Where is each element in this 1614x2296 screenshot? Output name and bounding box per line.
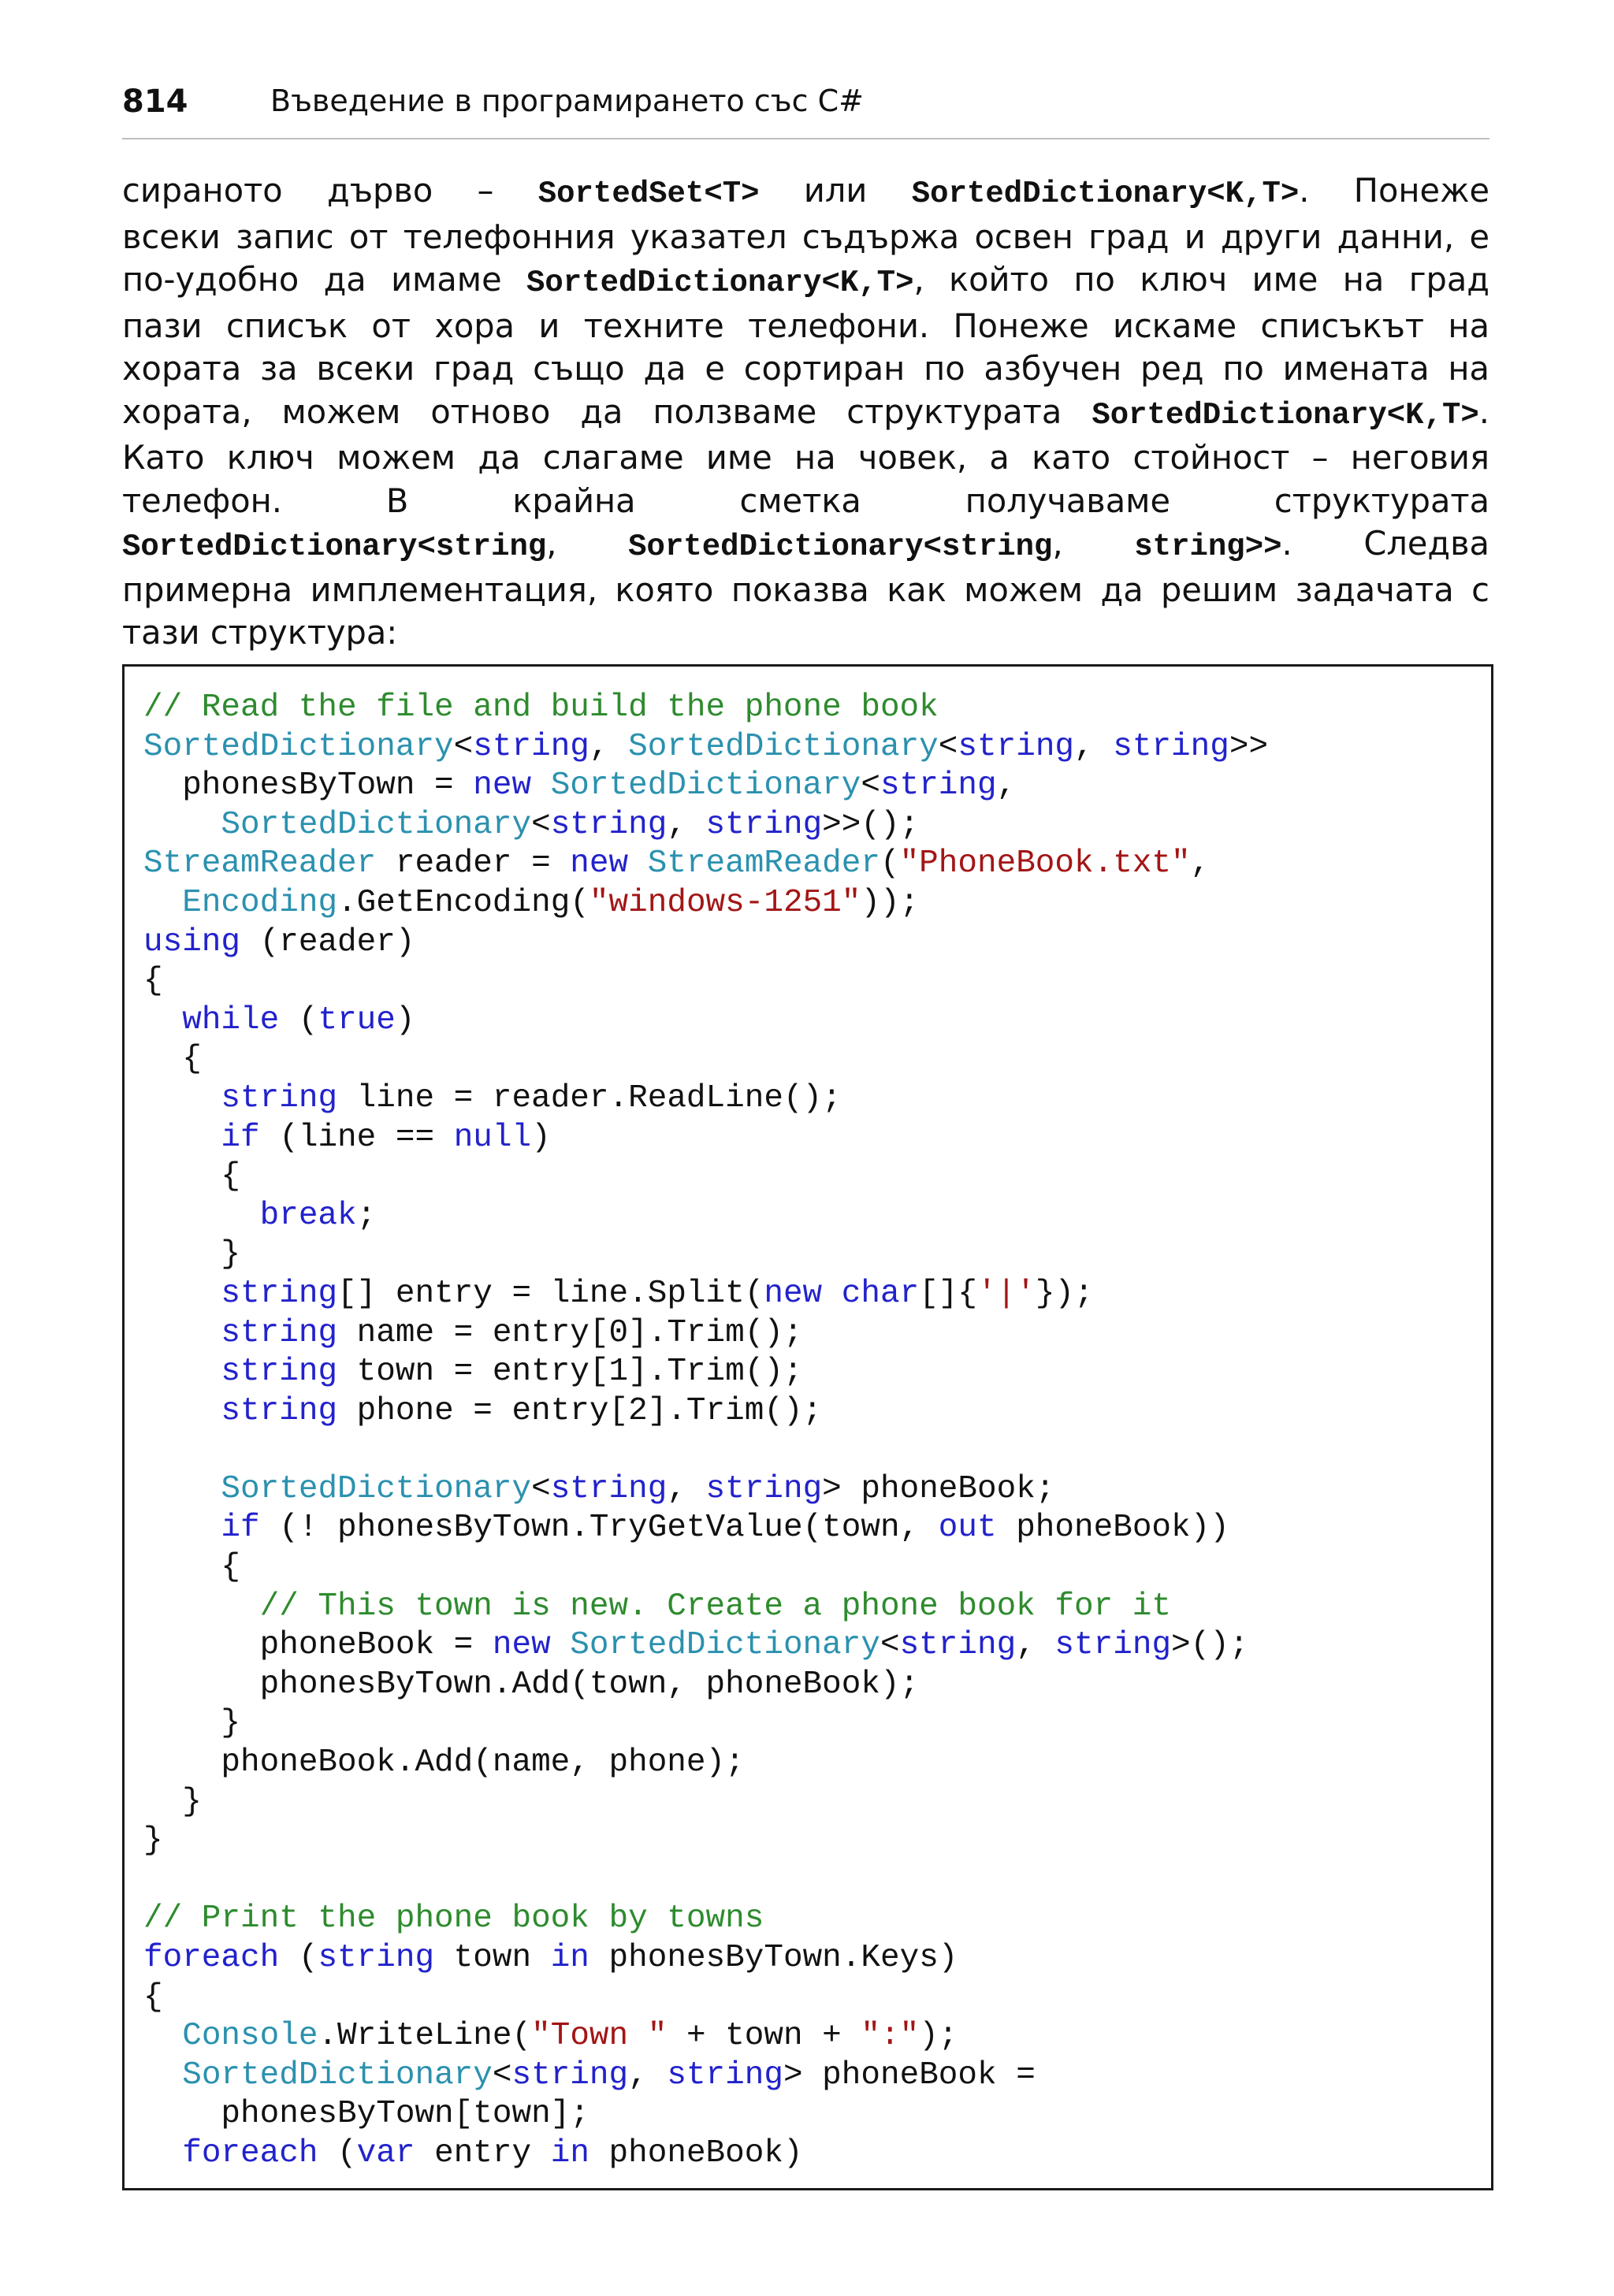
code-text: ,	[1016, 1627, 1055, 1664]
code-line	[143, 1626, 1268, 1666]
code-string: "Town "	[531, 2018, 668, 2055]
code-keyword: new	[764, 1275, 823, 1312]
paragraph-line	[122, 391, 1489, 437]
text-run: ,	[546, 524, 629, 563]
code-text: ,	[996, 767, 1017, 804]
code-text	[143, 1510, 221, 1546]
text-run: сираното дърво –	[122, 171, 538, 210]
code-keyword: string	[473, 728, 589, 765]
code-type: SortedDictionary	[570, 1627, 880, 1664]
code-keyword: var	[356, 2134, 415, 2172]
code-text: <	[492, 2056, 512, 2094]
code-keyword: string	[511, 2056, 629, 2094]
code-text	[551, 1627, 571, 1663]
text-run: или	[759, 171, 912, 210]
code-text: phonesByTown[town];	[143, 2096, 589, 2133]
code-line	[143, 923, 1268, 963]
code-keyword: null	[453, 1119, 532, 1156]
code-text	[143, 2057, 182, 2094]
code-text: .GetEncoding(	[337, 884, 589, 921]
code-keyword: while	[182, 1001, 280, 1038]
code-keyword: foreach	[143, 1940, 280, 1976]
code-keyword: break	[259, 1197, 357, 1234]
code-string: "windows-1251"	[589, 884, 861, 921]
paragraph-line: телефон. В крайна сметка получаваме структурата	[122, 481, 1489, 520]
code-line	[143, 1588, 1268, 1627]
code-text: (! phonesByTown.TryGetValue(town,	[259, 1510, 939, 1547]
code-string: "PhoneBook.txt"	[899, 845, 1191, 882]
code-text: phoneBook)	[589, 2134, 803, 2172]
code-text: <	[453, 728, 474, 765]
paragraph-line: тази структура:	[122, 613, 398, 652]
code-line	[143, 1470, 1268, 1510]
code-line	[143, 767, 1268, 806]
body-paragraph	[122, 169, 1489, 655]
code-line	[143, 689, 1268, 728]
code-text	[143, 885, 182, 921]
code-text: ,	[628, 2056, 668, 2094]
code-keyword: string	[221, 1354, 338, 1391]
code-line	[143, 1509, 1268, 1548]
code-line	[143, 962, 1268, 1001]
code-text: ,	[1190, 845, 1210, 882]
code-text: name = entry[0].Trim();	[337, 1314, 803, 1351]
code-line	[143, 1822, 1268, 1861]
code-text: [] entry = line.Split(	[337, 1275, 764, 1312]
code-text: ,	[667, 1470, 706, 1507]
code-text: ,	[1074, 728, 1114, 765]
code-text: phoneBook =	[143, 1627, 493, 1664]
code-keyword: out	[938, 1510, 997, 1547]
code-text: (reader)	[240, 923, 415, 960]
code-text: phone = entry[2].Trim();	[337, 1392, 823, 1429]
code-line	[143, 728, 1268, 767]
code-text	[143, 1471, 221, 1507]
code-term: SortedSet<T>	[537, 176, 760, 211]
code-text: <	[861, 767, 880, 804]
code-text	[143, 1315, 221, 1351]
code-line	[143, 2095, 1268, 2134]
code-line	[143, 1275, 1268, 1314]
code-text: .WriteLine(	[318, 2018, 532, 2055]
book-title: Въведение в програмирането със C#	[270, 84, 864, 118]
code-keyword: string	[550, 1470, 668, 1507]
code-line	[143, 1197, 1268, 1236]
code-string: '|'	[977, 1275, 1036, 1312]
code-keyword: string	[705, 1470, 823, 1507]
code-keyword: foreach	[182, 2134, 318, 2172]
code-text: line = reader.ReadLine();	[337, 1079, 842, 1116]
code-keyword: string	[667, 2056, 783, 2094]
code-text: }	[143, 1705, 241, 1742]
code-line	[143, 1157, 1268, 1197]
code-text: phonesByTown.Add(town, phoneBook);	[143, 1666, 920, 1703]
code-text: town	[434, 1940, 551, 1976]
code-text: >();	[1171, 1627, 1249, 1664]
code-text: town = entry[1].Trim();	[337, 1354, 803, 1391]
code-text: >>	[1229, 728, 1269, 765]
page-header	[122, 79, 1489, 139]
code-line	[143, 1314, 1268, 1354]
code-type: SortedDictionary	[221, 806, 532, 843]
code-term: SortedDictionary<string	[628, 529, 1053, 564]
code-text: <	[880, 1627, 900, 1664]
code-text: >>();	[822, 806, 920, 843]
code-type: Encoding	[182, 884, 338, 921]
code-type: StreamReader	[143, 845, 377, 882]
code-keyword: string	[550, 806, 668, 843]
code-keyword: true	[318, 1001, 396, 1038]
paragraph-line: всеки запис от телефонния указател съдържа освен град и други данни, е	[122, 217, 1489, 256]
code-term: string>>	[1134, 529, 1282, 564]
code-keyword: string	[221, 1275, 338, 1312]
code-text: entry	[415, 2134, 551, 2172]
code-listing-box	[122, 664, 1493, 2190]
code-term: SortedDictionary<K,T>	[526, 266, 914, 300]
code-type: SortedDictionary	[550, 767, 861, 804]
code-type: Console	[182, 2018, 318, 2055]
code-term: SortedDictionary<K,T>	[911, 176, 1300, 211]
code-line	[143, 1548, 1268, 1588]
code-keyword: if	[221, 1510, 260, 1547]
code-text	[143, 1588, 260, 1625]
code-line	[143, 1666, 1268, 1705]
code-text: {	[143, 1978, 163, 2016]
code-text	[143, 1120, 221, 1156]
code-text: <	[531, 1470, 551, 1507]
code-text	[143, 1393, 221, 1429]
code-text	[143, 1354, 221, 1390]
code-line	[143, 1900, 1268, 1939]
code-text: + town +	[667, 2018, 861, 2055]
code-term: SortedDictionary<K,T>	[1091, 397, 1479, 433]
code-keyword: new	[492, 1627, 551, 1664]
code-line	[143, 1431, 1268, 1470]
page-number: 814	[122, 84, 188, 120]
code-line	[143, 1939, 1268, 1978]
code-text: <	[531, 806, 551, 843]
code-text: });	[1035, 1275, 1094, 1312]
code-text	[143, 2018, 182, 2054]
code-text: (	[318, 2134, 357, 2172]
code-line	[143, 1392, 1268, 1432]
code-type: SortedDictionary	[182, 2056, 493, 2094]
code-text: ,	[667, 806, 706, 843]
code-text: <	[938, 728, 958, 765]
code-text: > phoneBook =	[783, 2056, 1036, 2094]
code-keyword: string	[1054, 1627, 1172, 1664]
code-comment: // Read the file and build the phone book	[143, 689, 939, 726]
code-line	[143, 1783, 1268, 1822]
code-text: )	[395, 1001, 415, 1038]
code-line	[143, 1353, 1268, 1392]
paragraph-line: хората за всеки град също да е сортиран по азбучен ред по имената на	[122, 349, 1489, 388]
code-keyword: string	[1113, 728, 1229, 765]
code-text	[143, 1002, 182, 1038]
code-listing	[143, 689, 1268, 2174]
code-text: );	[919, 2018, 958, 2055]
code-keyword: string	[221, 1079, 338, 1116]
code-text: (line ==	[259, 1119, 454, 1156]
code-line	[143, 806, 1268, 845]
code-text: (	[279, 1001, 318, 1038]
code-text	[143, 1276, 221, 1312]
code-keyword: string	[318, 1940, 435, 1976]
code-type: StreamReader	[647, 845, 880, 882]
text-run: хората, можем отново да ползваме структурата	[122, 392, 1092, 431]
code-text: (	[279, 1940, 318, 1976]
text-run: . Следва	[1281, 524, 1489, 563]
code-text: phonesByTown.Keys)	[589, 1940, 958, 1976]
code-keyword: string	[221, 1392, 338, 1429]
code-line	[143, 1040, 1268, 1079]
code-type: SortedDictionary	[628, 728, 939, 765]
text-run: , който по ключ име на град	[913, 260, 1489, 299]
text-run: .	[1478, 392, 1489, 431]
code-term: SortedDictionary<string	[122, 529, 547, 564]
code-keyword: if	[221, 1119, 260, 1156]
text-run: по-удобно да имаме	[122, 260, 526, 299]
text-run: ,	[1052, 524, 1135, 563]
code-keyword: string	[880, 767, 997, 804]
code-line	[143, 845, 1268, 884]
code-text	[822, 1276, 842, 1312]
code-keyword: string	[221, 1314, 338, 1351]
code-line	[143, 1704, 1268, 1744]
code-line	[143, 1861, 1268, 1900]
code-text: {	[143, 1041, 202, 1078]
code-line	[143, 2017, 1268, 2056]
code-string: ":"	[861, 2018, 920, 2055]
code-text: ));	[861, 884, 920, 921]
code-line	[143, 1978, 1268, 2018]
code-text: phoneBook.Add(name, phone);	[143, 1744, 745, 1781]
paragraph-line: примерна имплементация, която показва как можем да решим задачата с	[122, 570, 1489, 609]
code-line	[143, 884, 1268, 923]
code-text: phoneBook))	[996, 1510, 1229, 1547]
code-text	[143, 807, 221, 843]
paragraph-line	[122, 169, 1489, 216]
code-comment: // Print the phone book by towns	[143, 1900, 764, 1937]
code-line	[143, 2134, 1268, 2174]
code-keyword: char	[841, 1275, 920, 1312]
code-text	[143, 2135, 182, 2172]
code-text: )	[531, 1119, 551, 1156]
code-text: }	[143, 1783, 202, 1820]
code-keyword: string	[899, 1627, 1017, 1664]
code-comment: // This town is new. Create a phone book for it	[259, 1588, 1172, 1625]
code-keyword: new	[473, 767, 532, 804]
paragraph-line	[122, 258, 1489, 305]
code-type: SortedDictionary	[143, 728, 454, 765]
code-line	[143, 2056, 1268, 2096]
paragraph-line	[122, 522, 1489, 569]
code-keyword: string	[705, 806, 823, 843]
code-text: []{	[919, 1275, 977, 1312]
text-run: . Понеже	[1299, 171, 1489, 210]
code-text: }	[143, 1236, 241, 1273]
code-text	[143, 1198, 260, 1234]
code-line	[143, 1744, 1268, 1783]
code-text: }	[143, 1822, 163, 1859]
code-text: > phoneBook;	[822, 1470, 1055, 1507]
code-keyword: string	[958, 728, 1075, 765]
code-text: reader =	[376, 845, 571, 882]
code-text	[143, 1080, 221, 1116]
code-text	[531, 767, 551, 804]
code-text: phonesByTown =	[143, 767, 474, 804]
code-text	[628, 845, 648, 882]
code-line	[143, 1079, 1268, 1119]
code-keyword: new	[570, 845, 629, 882]
code-text: (	[880, 845, 900, 882]
code-text: ;	[356, 1197, 377, 1234]
code-line	[143, 1235, 1268, 1275]
code-line	[143, 1119, 1268, 1158]
paragraph-line: пази списък от хора и техните телефони. Понеже искаме списъкът на	[122, 306, 1489, 345]
code-text: {	[143, 1549, 241, 1586]
code-keyword: in	[550, 1940, 589, 1976]
code-line	[143, 1001, 1268, 1041]
paragraph-line: Като ключ можем да слагаме име на човек, а като стойност – неговия	[122, 438, 1489, 477]
code-keyword: using	[143, 923, 241, 960]
code-text: {	[143, 963, 163, 1000]
code-text: {	[143, 1158, 241, 1195]
code-type: SortedDictionary	[221, 1470, 532, 1507]
code-keyword: in	[550, 2134, 589, 2172]
code-text: ,	[589, 728, 629, 765]
